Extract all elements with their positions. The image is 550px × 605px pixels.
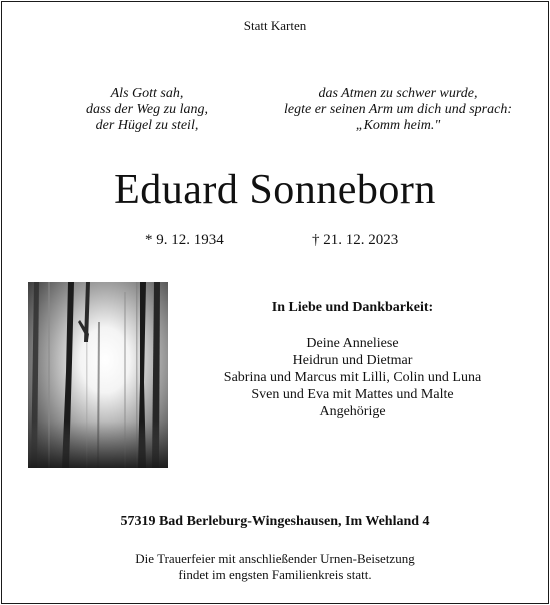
list-item: Heidrun und Dietmar [292, 353, 413, 368]
poem-right [268, 86, 528, 134]
list-item: Angehörige [319, 404, 386, 419]
footer-line: Die Trauerfeier mit anschließender Urnen-Beisetzung [135, 551, 415, 566]
poem-line: dass der Weg zu lang, [86, 102, 208, 117]
list-item: Deine Anneliese [306, 336, 399, 351]
thanks-heading: In Liebe und Dankbarkeit: [271, 300, 434, 315]
poem-line: „Komm heim." [355, 118, 441, 133]
birth-date: * 9. 12. 1934 [145, 232, 224, 248]
address: 57319 Bad Berleburg-Wingeshausen, Im Wehland 4 [120, 514, 430, 529]
poem-line: der Hügel zu steil, [95, 118, 199, 133]
poem-line: das Atmen zu schwer wurde, [318, 86, 478, 101]
poem-left [74, 86, 220, 134]
header-text: Statt Karten [243, 18, 307, 33]
footer-line: findet im engsten Familienkreis statt. [178, 567, 372, 582]
deceased-name: Eduard Sonneborn [114, 167, 436, 213]
poem-line: Als Gott sah, [110, 86, 184, 101]
list-item: Sabrina und Marcus mit Lilli, Colin und Luna [223, 370, 482, 385]
mourners-list [180, 335, 525, 420]
poem-line: legte er seinen Arm um dich und sprach: [284, 102, 512, 117]
footer-note [0, 551, 550, 583]
forest-photo [28, 282, 168, 468]
list-item: Sven und Eva mit Mattes und Malte [251, 387, 454, 402]
death-date: † 21. 12. 2023 [312, 232, 399, 248]
